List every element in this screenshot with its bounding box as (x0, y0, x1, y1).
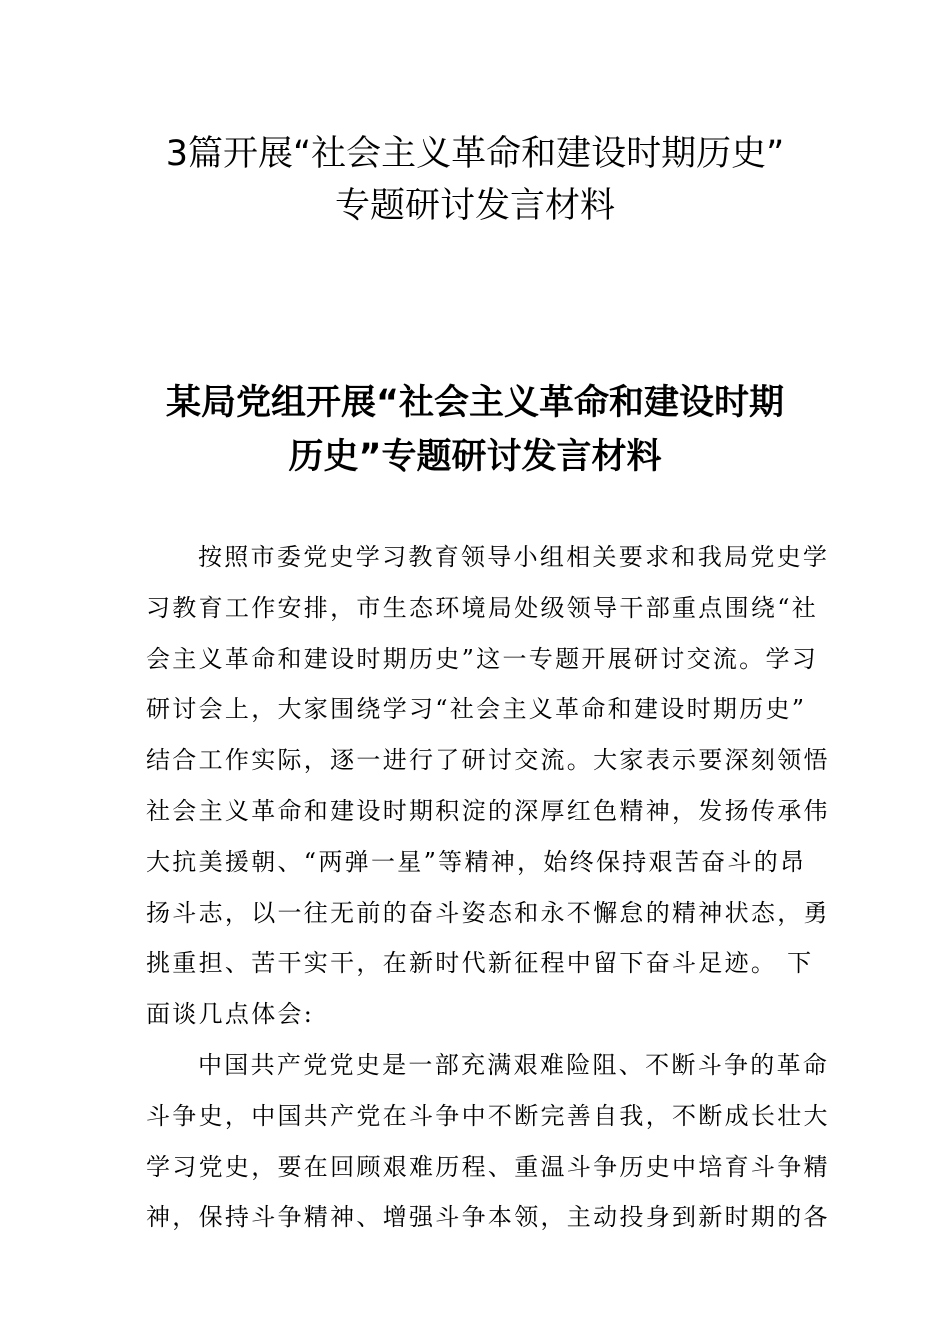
body-line: 大抗美援朝、“两弹一星”等精神，始终保持艰苦奋斗的昂 (146, 847, 807, 876)
body-line: 学习党史，要在回顾艰难历程、重温斗争历史中培育斗争精 (146, 1152, 830, 1181)
body-line: 扬斗志，以一往无前的奋斗姿态和永不懈怠的精神状态，勇 (146, 898, 830, 927)
body-line: 会主义革命和建设时期历史”这一专题开展研讨交流。学习 (146, 644, 819, 673)
body-line: 挑重担、苦干实干，在新时代新征程中留下奋斗足迹。 下 (146, 949, 814, 978)
body-line: 面谈几点体会: (146, 1000, 315, 1029)
body-line: 习教育工作安排，市生态环境局处级领导干部重点围绕“社 (146, 593, 819, 622)
body-line: 神，保持斗争精神、增强斗争本领，主动投身到新时期的各 (146, 1203, 830, 1232)
section-title-line-2: 历史”专题研讨发言材料 (288, 437, 662, 477)
main-title-line-2: 专题研讨发言材料 (334, 186, 615, 226)
section-title-line-1: 某局党组开展“社会主义革命和建设时期 (165, 383, 784, 423)
body-line: 结合工作实际，逐一进行了研讨交流。大家表示要深刻领悟 (146, 746, 830, 775)
body-line: 按照市委党史学习教育领导小组相关要求和我局党史学 (198, 543, 830, 571)
body-line: 社会主义革命和建设时期积淀的深厚红色精神，发扬传承伟 (146, 796, 830, 825)
main-title-line-1: 3篇开展“社会主义革命和建设时期历史” (165, 134, 785, 174)
body-text (146, 532, 830, 1243)
main-title (100, 128, 850, 232)
section-title (100, 376, 850, 484)
body-line: 斗争史，中国共产党在斗争中不断完善自我，不断成长壮大 (146, 1101, 830, 1130)
body-line: 研讨会上，大家围绕学习“社会主义革命和建设时期历史” (146, 695, 807, 724)
body-line: 中国共产党党史是一部充满艰难险阻、不断斗争的革命 (198, 1050, 830, 1079)
